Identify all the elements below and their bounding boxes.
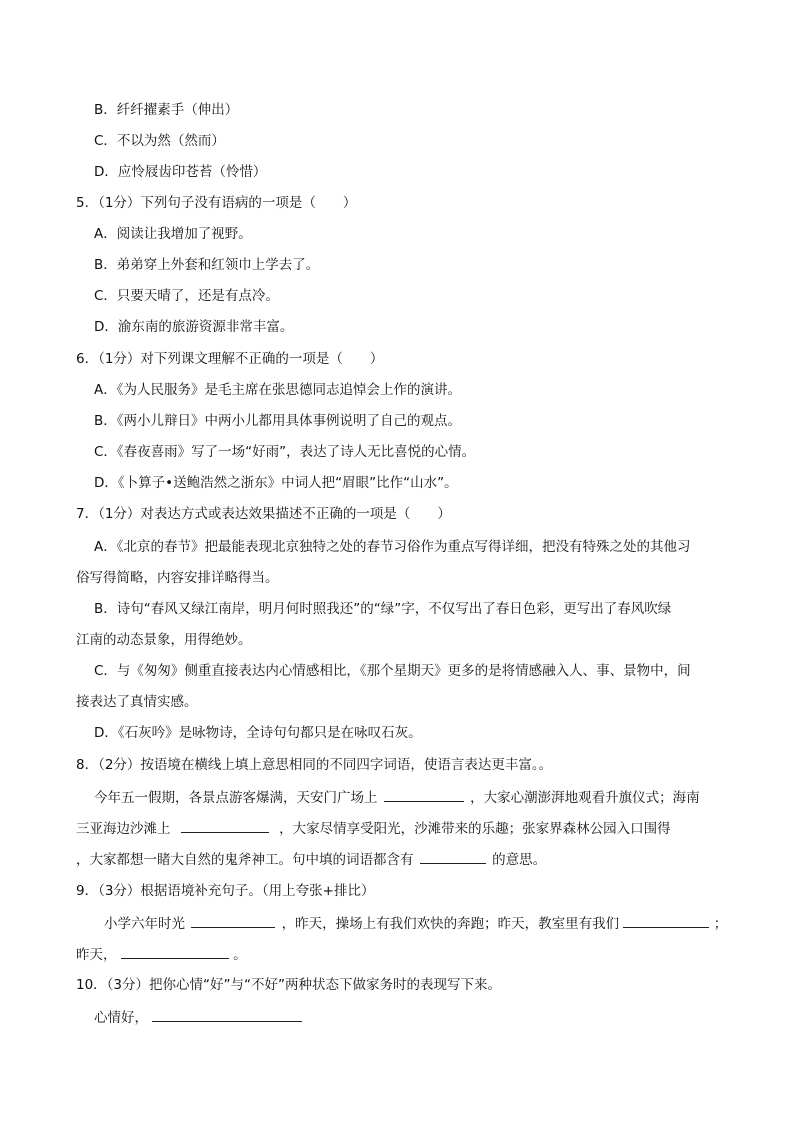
q9-blank-2[interactable] bbox=[623, 913, 709, 928]
q8-text-1b: ，大家心潮澎湃地观看升旗仪式；海南 bbox=[470, 790, 700, 806]
q9-text-2a: 昨天， bbox=[76, 947, 117, 963]
q6-option-c: C．《春夜喜雨》写了一场“好雨”，表达了诗人无比喜悦的心情。 bbox=[94, 444, 476, 460]
q9-text-2b: 。 bbox=[233, 947, 247, 963]
q5-option-d: D．渝东南的旅游资源非常丰富。 bbox=[94, 319, 294, 335]
q8-stem: 8．（2分）按语境在横线上填上意思相同的不同四字词语，使语言表达更丰富。。 bbox=[76, 757, 553, 773]
q8-blank-1[interactable] bbox=[384, 787, 464, 802]
q9-line1 bbox=[104, 913, 727, 934]
q8-text-1a: 今年五一假期，各景点游客爆满，天安门广场上 bbox=[94, 790, 378, 806]
q8-text-3b: 的意思。 bbox=[492, 852, 547, 868]
q5-option-a: A．阅读让我增加了视野。 bbox=[94, 226, 252, 242]
q10-line1 bbox=[94, 1007, 302, 1028]
q8-line2 bbox=[76, 818, 671, 839]
q9-blank-3[interactable] bbox=[121, 944, 229, 959]
q9-line2 bbox=[76, 944, 247, 965]
q4-option-d: D．应怜屐齿印苍苔（怜惜） bbox=[94, 164, 267, 180]
q7-option-d: D．《石灰吟》是咏物诗，全诗句句都只是在咏叹石灰。 bbox=[94, 725, 422, 741]
q7-option-b-line1: B．诗句“春风又绿江南岸，明月何时照我还”的“绿”字，不仅写出了春日色彩，更写出了春风吹绿 bbox=[94, 601, 672, 617]
q8-blank-3[interactable] bbox=[420, 849, 486, 864]
q5-stem: 5．（1分）下列句子没有语病的一项是（ ） bbox=[76, 195, 357, 211]
q8-blank-2[interactable] bbox=[181, 818, 269, 833]
q8-line1 bbox=[94, 787, 700, 808]
q4-option-c: C．不以为然（然而） bbox=[94, 133, 225, 149]
q8-line3 bbox=[76, 849, 546, 870]
q5-option-c: C．只要天晴了，还是有点冷。 bbox=[94, 288, 279, 304]
q6-stem: 6．（1分）对下列课文理解不正确的一项是（ ） bbox=[76, 351, 384, 367]
q9-text-1b: ，昨天，操场上有我们欢快的奔跑；昨天，教室里有我们 bbox=[281, 916, 620, 932]
q8-text-2a: 三亚海边沙滩上 bbox=[76, 821, 171, 837]
q7-option-c-line1: C．与《匆匆》侧重直接表达内心情感相比，《那个星期天》更多的是将情感融入人、事、景物中，间 bbox=[94, 663, 691, 679]
q6-option-d: D．《卜算子•送鲍浩然之浙东》中词人把“眉眼”比作“山水”。 bbox=[94, 475, 458, 491]
q7-option-a-line2: 俗写得简略，内容安排详略得当。 bbox=[76, 570, 279, 586]
q8-text-2b: ，大家尽情享受阳光，沙滩带来的乐趣；张家界森林公园入口围得 bbox=[279, 821, 671, 837]
q10-text-1a: 心情好， bbox=[94, 1010, 148, 1026]
q7-option-a-line1: A．《北京的春节》把最能表现北京独特之处的春节习俗作为重点写得详细，把没有特殊之处的其他习 bbox=[94, 539, 691, 555]
q4-option-b: B．纤纤擢素手（伸出） bbox=[94, 102, 239, 118]
q7-option-c-line2: 接表达了真情实感。 bbox=[76, 694, 198, 710]
q10-stem: 10．（3分）把你心情“好”与“不好”两种状态下做家务时的表现写下来。 bbox=[76, 977, 501, 993]
q9-text-1c: ； bbox=[713, 916, 728, 932]
q9-stem: 9．（3分）根据语境补充句子。（用上夸张+排比） bbox=[76, 883, 375, 899]
q7-option-b-line2: 江南的动态景象，用得绝妙。 bbox=[76, 632, 252, 648]
q6-option-a: A．《为人民服务》是毛主席在张思德同志追悼会上作的演讲。 bbox=[94, 382, 461, 398]
q5-option-b: B．弟弟穿上外套和红领巾上学去了。 bbox=[94, 257, 320, 273]
q10-blank-1[interactable] bbox=[152, 1007, 302, 1022]
q7-stem: 7．（1分）对表达方式或表达效果描述不正确的一项是（ ） bbox=[76, 506, 451, 522]
q8-text-3a: ，大家都想一睹大自然的鬼斧神工。句中填的词语都含有 bbox=[76, 852, 414, 868]
q9-blank-1[interactable] bbox=[191, 913, 275, 928]
q9-text-1a: 小学六年时光 bbox=[104, 916, 185, 932]
q6-option-b: B．《两小儿辩日》中两小儿都用具体事例说明了自己的观点。 bbox=[94, 413, 462, 429]
